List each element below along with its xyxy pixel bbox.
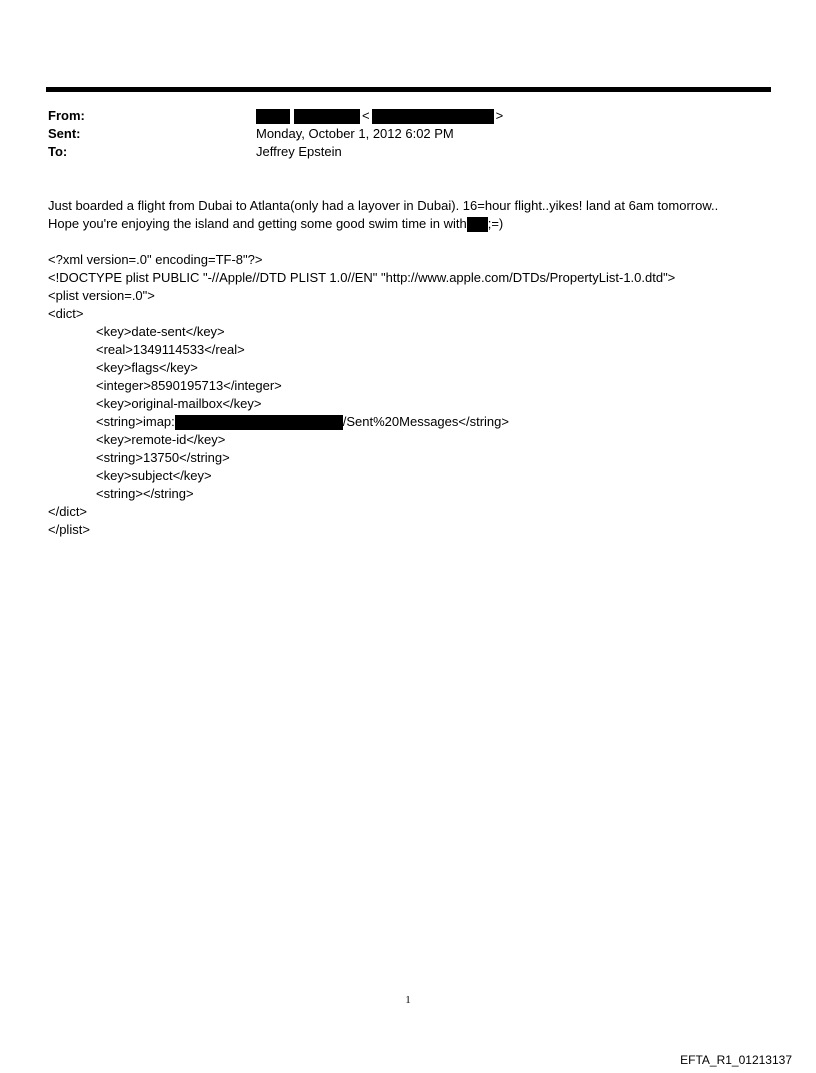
plist-close: </plist> xyxy=(48,522,90,537)
page-number: 1 xyxy=(405,994,411,1006)
from-close-bracket: > xyxy=(495,108,504,123)
from-label: From: xyxy=(48,108,85,123)
plist-open: <plist version=.0"> xyxy=(48,288,155,303)
from-open-bracket: < xyxy=(362,108,370,123)
from-row xyxy=(48,107,748,125)
to-value: Jeffrey Epstein xyxy=(256,144,342,159)
spacer xyxy=(48,233,778,251)
xml-value-remote-id: <string>13750</string> xyxy=(96,450,230,465)
xml-value-mailbox xyxy=(48,413,778,431)
body-line-2-text: Hope you're enjoying the island and getting some good swim time in with xyxy=(48,216,467,231)
body-line-2 xyxy=(48,215,778,233)
xml-value-integer: <integer>8590195713</integer> xyxy=(96,378,282,393)
xml-value-real: <real>1349114533</real> xyxy=(96,342,245,357)
xml-doctype: <!DOCTYPE plist PUBLIC "-//Apple//DTD PLIST 1.0//EN" "http://www.apple.com/DTDs/PropertyList-1.0.dtd"> xyxy=(48,270,676,285)
dict-close: </dict> xyxy=(48,504,88,519)
from-value xyxy=(256,107,505,125)
xml-key-flags: <key>flags</key> xyxy=(96,360,198,375)
xml-key-date-sent: <key>date-sent</key> xyxy=(96,324,225,339)
xml-value-subject: <string></string> xyxy=(96,486,194,501)
top-divider xyxy=(46,87,771,92)
dict-open: <dict> xyxy=(48,306,84,321)
body-line-2-end: ;=) xyxy=(487,216,504,231)
sent-row xyxy=(48,125,748,143)
mailbox-prefix: <string>imap: xyxy=(96,414,175,429)
redaction-box xyxy=(256,109,290,124)
sent-value: Monday, October 1, 2012 6:02 PM xyxy=(256,126,454,141)
xml-key-original-mailbox: <key>original-mailbox</key> xyxy=(96,396,262,411)
sent-label: Sent: xyxy=(48,126,81,141)
to-row xyxy=(48,143,748,161)
xml-declaration: <?xml version=.0" encoding=TF-8"?> xyxy=(48,252,263,267)
xml-key-remote-id: <key>remote-id</key> xyxy=(96,432,226,447)
email-body xyxy=(48,197,778,539)
redaction-box xyxy=(294,109,360,124)
body-line-1: Just boarded a flight from Dubai to Atlanta(only had a layover in Dubai). 16=hour flight..yikes! land at 6am tomorrow.. xyxy=(48,198,719,213)
to-label: To: xyxy=(48,144,68,159)
redaction-box xyxy=(175,415,343,430)
mailbox-suffix: /Sent%20Messages</string> xyxy=(342,414,509,429)
xml-key-subject: <key>subject</key> xyxy=(96,468,212,483)
email-header xyxy=(48,107,748,161)
document-id: EFTA_R1_01213137 xyxy=(680,1053,792,1067)
redaction-box xyxy=(467,217,488,232)
redaction-box xyxy=(372,109,494,124)
